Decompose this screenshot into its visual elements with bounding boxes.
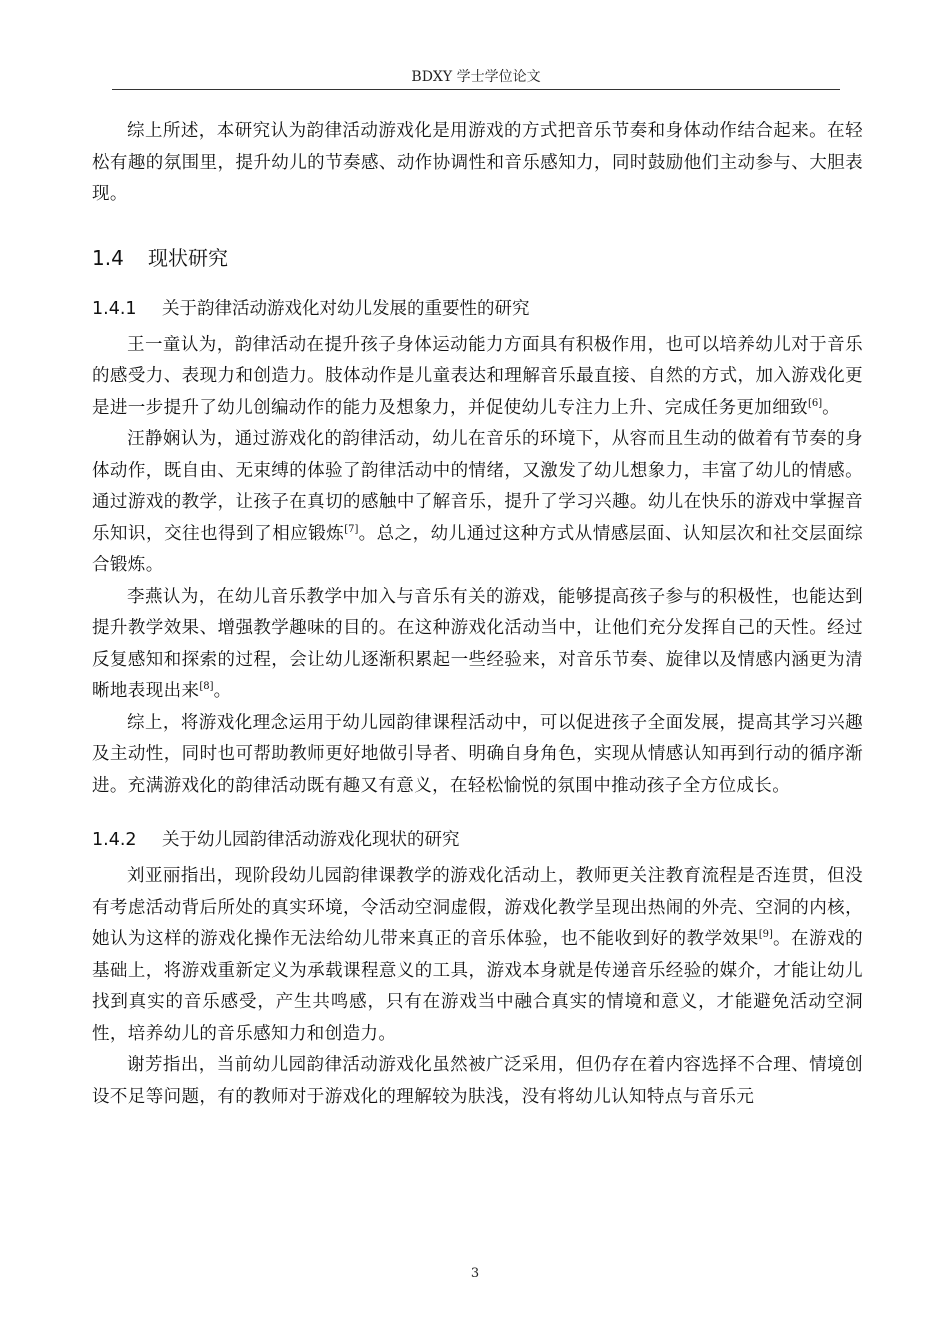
summary-paragraph: 综上所述，本研究认为韵律活动游戏化是用游戏的方式把音乐节奏和身体动作结合起来。在轻松有趣的氛围里，提升幼儿的节奏感、动作协调性和音乐感知力，同时鼓励他们主动参与、大胆表现。 <box>92 121 863 204</box>
paragraph-text: 王一童认为，韵律活动在提升孩子身体运动能力方面具有积极作用，也可以培养幼儿对于音乐的感受力、表现力和创造力。肢体动作是儿童表达和理解音乐最直接、自然的方式，加入游戏化更是进一步提升了幼儿创编动作的能力及想象力，并促使幼儿专注力上升、完成任务更加细致 <box>92 334 863 418</box>
page-body <box>92 116 863 1113</box>
paragraph-wang-jingxian <box>92 424 863 582</box>
section-heading-1-4 <box>92 245 863 271</box>
paragraph-text-end: 。在游戏的基础上，将游戏重新定义为承载课程意义的工具，游戏本身就是传递音乐经验的媒介，才能让幼儿找到真实的音乐感受，产生共鸣感，只有在游戏当中融合真实的情境和意义，才能避免活动空洞性，培养幼儿的音乐感知力和创造力。 <box>92 929 863 1044</box>
page-number: 3 <box>470 1266 480 1281</box>
paragraph-text: 刘亚丽指出，现阶段幼儿园韵律课教学的游戏化活动上，教师更关注教育流程是否连贯，但没有考虑活动背后所处的真实环境，令活动空洞虚假，游戏化教学呈现出热闹的外壳、空洞的内核，她认为这样的游戏化操作无法给幼儿带来真正的音乐体验，也不能收到好的教学效果 <box>92 866 863 949</box>
citation-ref: [7] <box>344 523 359 535</box>
paragraph-wang <box>92 330 863 425</box>
subsection-title: 关于韵律活动游戏化对幼儿发展的重要性的研究 <box>162 298 530 319</box>
paragraph-text-end: 。总之，幼儿通过这种方式从情感层面、认知层次和社交层面综合锻炼。 <box>92 523 863 575</box>
header-rule <box>112 89 840 90</box>
paragraph-liu-yali <box>92 861 863 1050</box>
paragraph-xie-fang: 谢芳指出，当前幼儿园韵律活动游戏化虽然被广泛采用，但仍存在着内容选择不合理、情境创设不足等问题，有的教师对于游戏化的理解较为肤浅，没有将幼儿认知特点与音乐元 <box>92 1055 863 1107</box>
section-title: 现状研究 <box>148 245 228 270</box>
running-header: BDXY 学士学位论文 <box>411 69 541 85</box>
paragraph-text-end: 。 <box>822 397 841 418</box>
paragraph-li-yan <box>92 582 863 708</box>
paragraph-conclusion: 综上，将游戏化理念运用于幼儿园韵律课程活动中，可以促进孩子全面发展，提高其学习兴趣及主动性，同时也可帮助教师更好地做引导者、明确自身角色，实现从情感认知再到行动的循序渐进。充满游戏化的韵律活动既有趣又有意义，在轻松愉悦的氛围中推动孩子全方位成长。 <box>92 712 863 796</box>
paragraph-text-end: 。 <box>213 681 232 701</box>
section-number: 1.4 <box>92 245 124 270</box>
subsection-heading-1-4-2 <box>92 828 863 852</box>
citation-ref: [9] <box>758 929 773 941</box>
citation-ref: [6] <box>808 397 823 409</box>
paragraph-text: 李燕认为，在幼儿音乐教学中加入与音乐有关的游戏，能够提高孩子参与的积极性，也能达到提升教学效果、增强教学趣味的目的。在这种游戏化活动当中，让他们充分发挥自己的天性。经过反复感知和探索的过程，会让幼儿逐渐积累起一些经验来，对音乐节奏、旋律以及情感内涵更为清晰地表现出来 <box>92 586 863 701</box>
subsection-heading-1-4-1 <box>92 297 863 321</box>
citation-ref: [8] <box>199 681 214 693</box>
subsection-title: 关于幼儿园韵律活动游戏化现状的研究 <box>162 830 460 850</box>
paragraph-text: 汪静娴认为，通过游戏化的韵律活动，幼儿在音乐的环境下，从容而且生动的做着有节奏的身体动作，既自由、无束缚的体验了韵律活动中的情绪，又激发了幼儿想象力，丰富了幼儿的情感。通过游戏的教学，让孩子在真切的感触中了解音乐，提升了学习兴趣。幼儿在快乐的游戏中掌握音乐知识，交往也得到了相应锻炼 <box>92 429 863 544</box>
subsection-number: 1.4.1 <box>92 298 137 319</box>
subsection-number: 1.4.2 <box>92 830 137 850</box>
